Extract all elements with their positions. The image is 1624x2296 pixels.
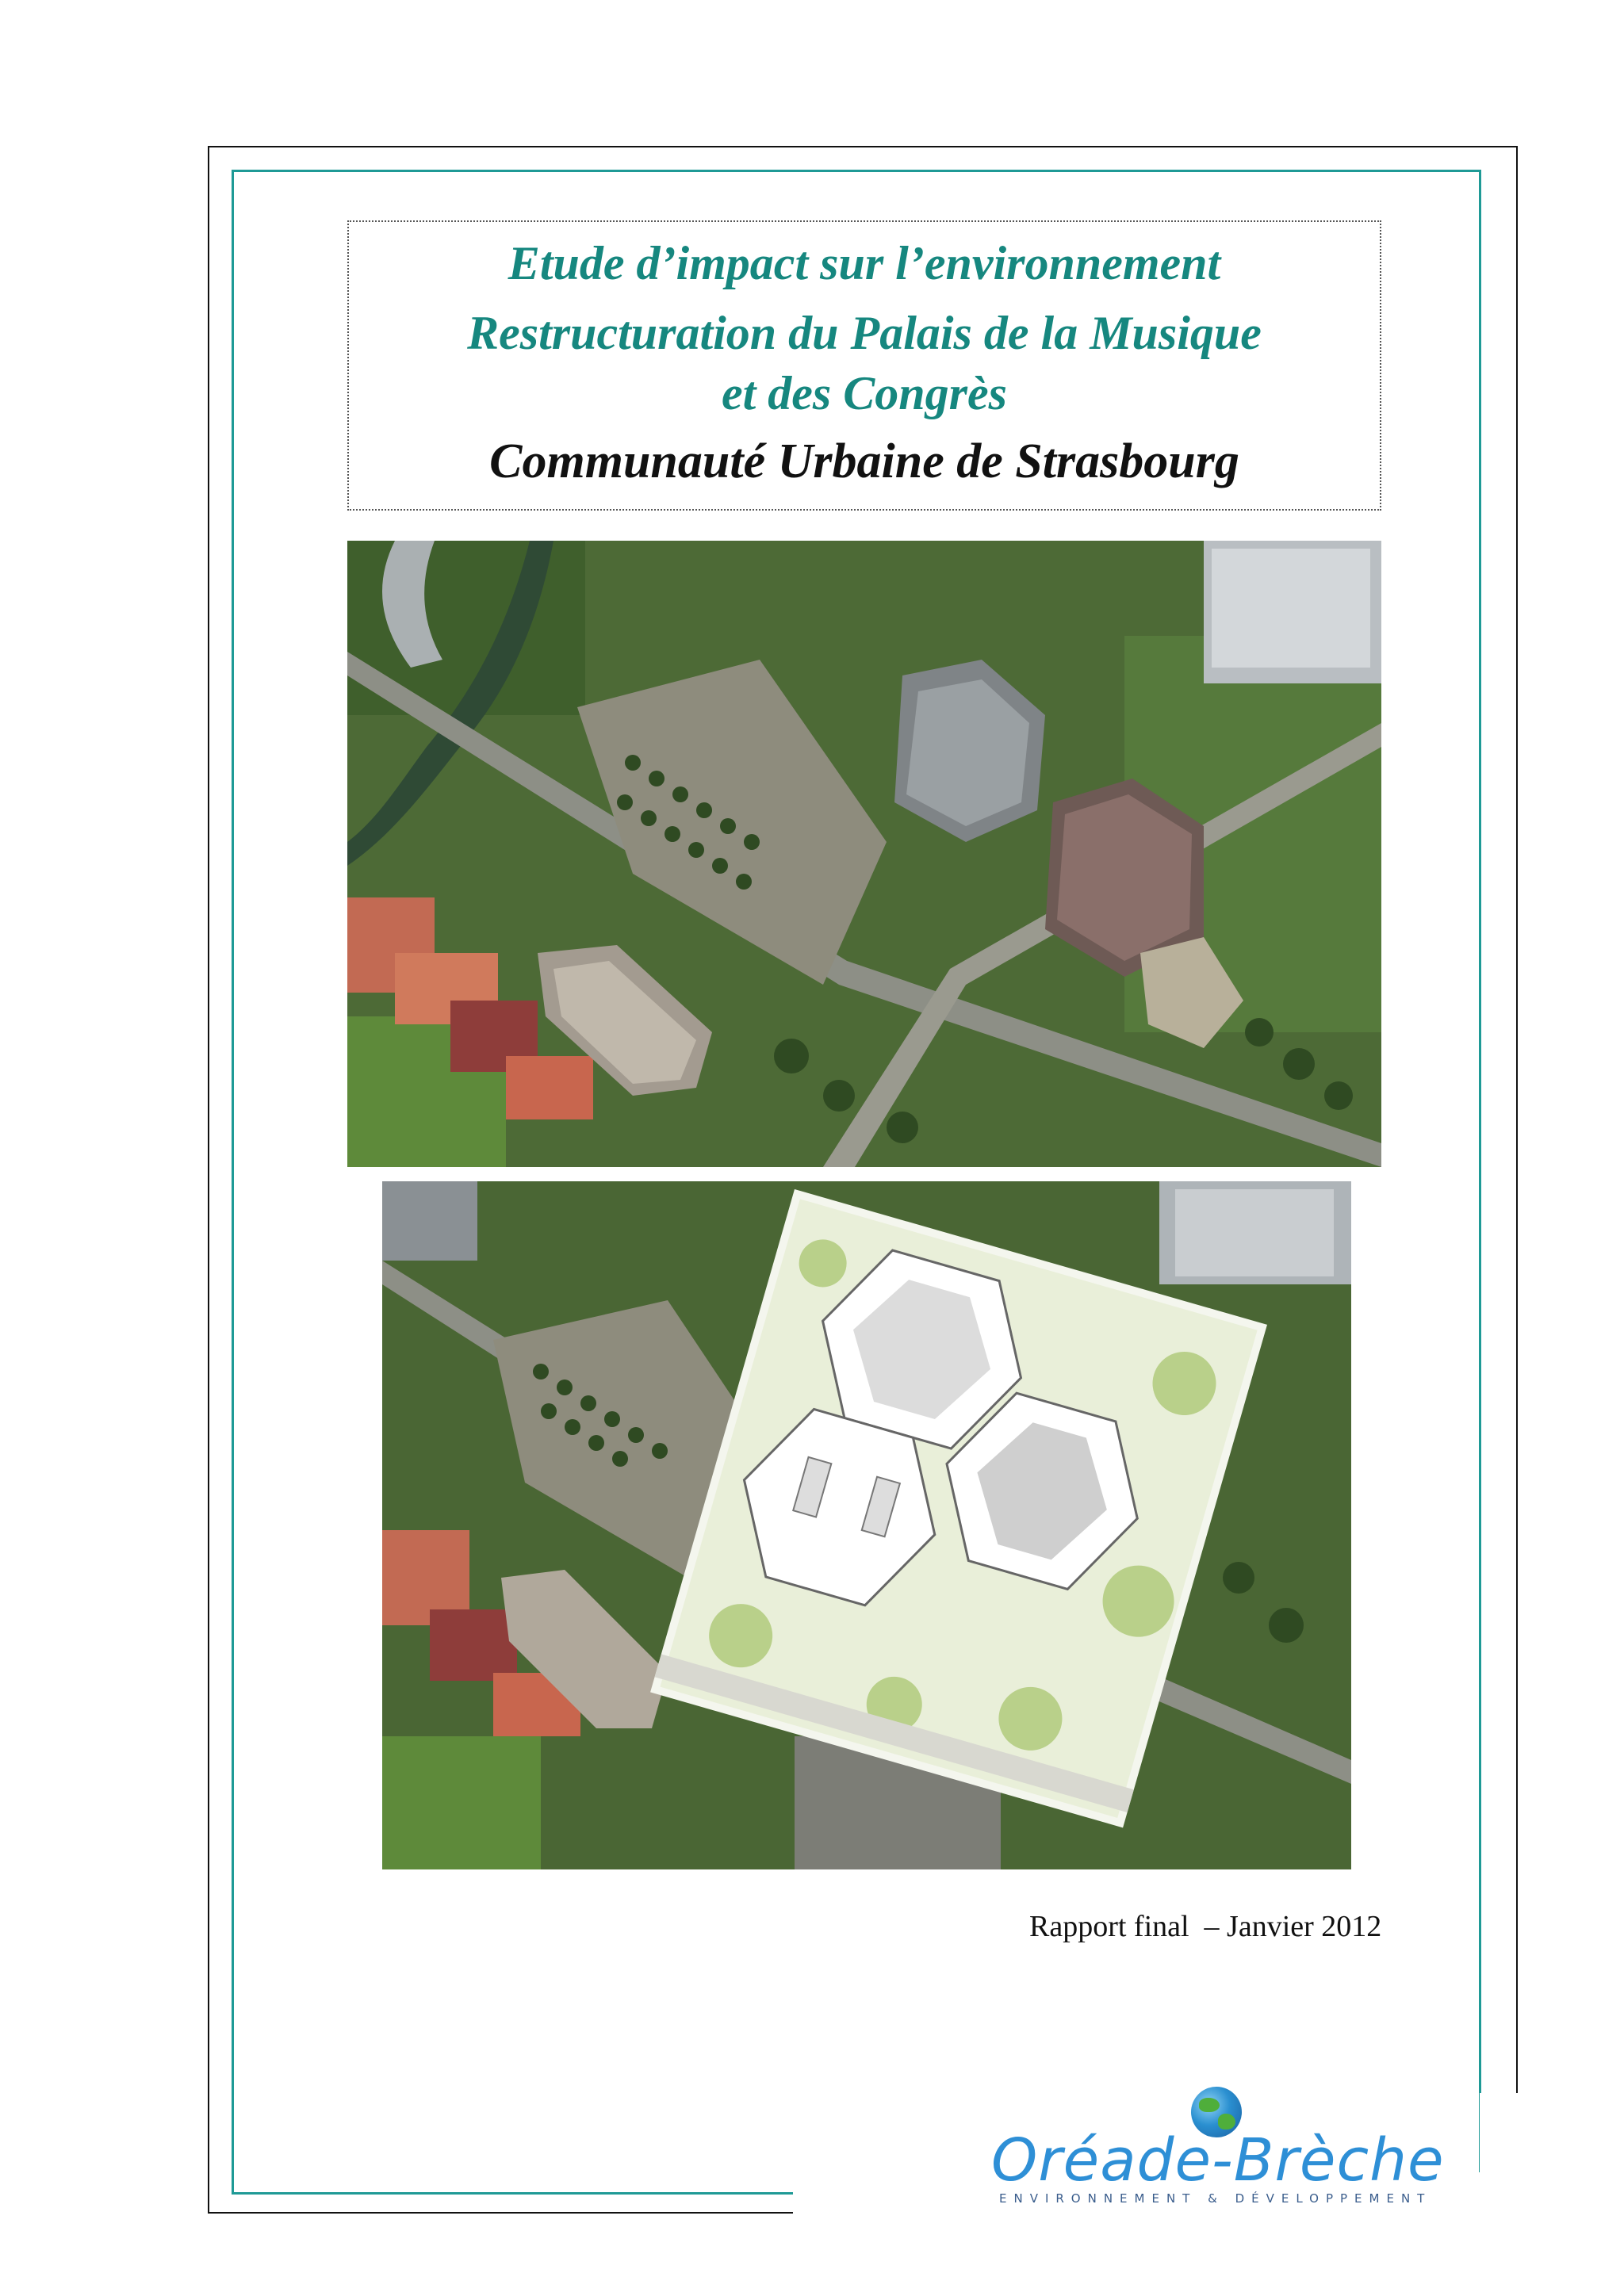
- frame-gap-right: [1480, 2093, 1527, 2220]
- client-name: Communauté Urbaine de Strasbourg: [489, 434, 1239, 488]
- logo-name: Oréade-Brèche: [991, 2126, 1445, 2195]
- project-title-line2: et des Congrès: [722, 367, 1007, 419]
- project-title-line1: Restructuration du Palais de la Musique: [467, 307, 1262, 359]
- aerial-photo-bottom-with-plan: [382, 1181, 1351, 1869]
- logo-tagline: ENVIRONNEMENT & DÉVELOPPEMENT: [999, 2191, 1432, 2206]
- report-date: Rapport final – Janvier 2012: [1029, 1910, 1382, 1943]
- aerial-photo-top: [347, 541, 1381, 1167]
- study-title: Etude d’impact sur l’environnement: [508, 237, 1221, 289]
- title-box: [347, 220, 1381, 511]
- company-logo: [991, 2087, 1445, 2206]
